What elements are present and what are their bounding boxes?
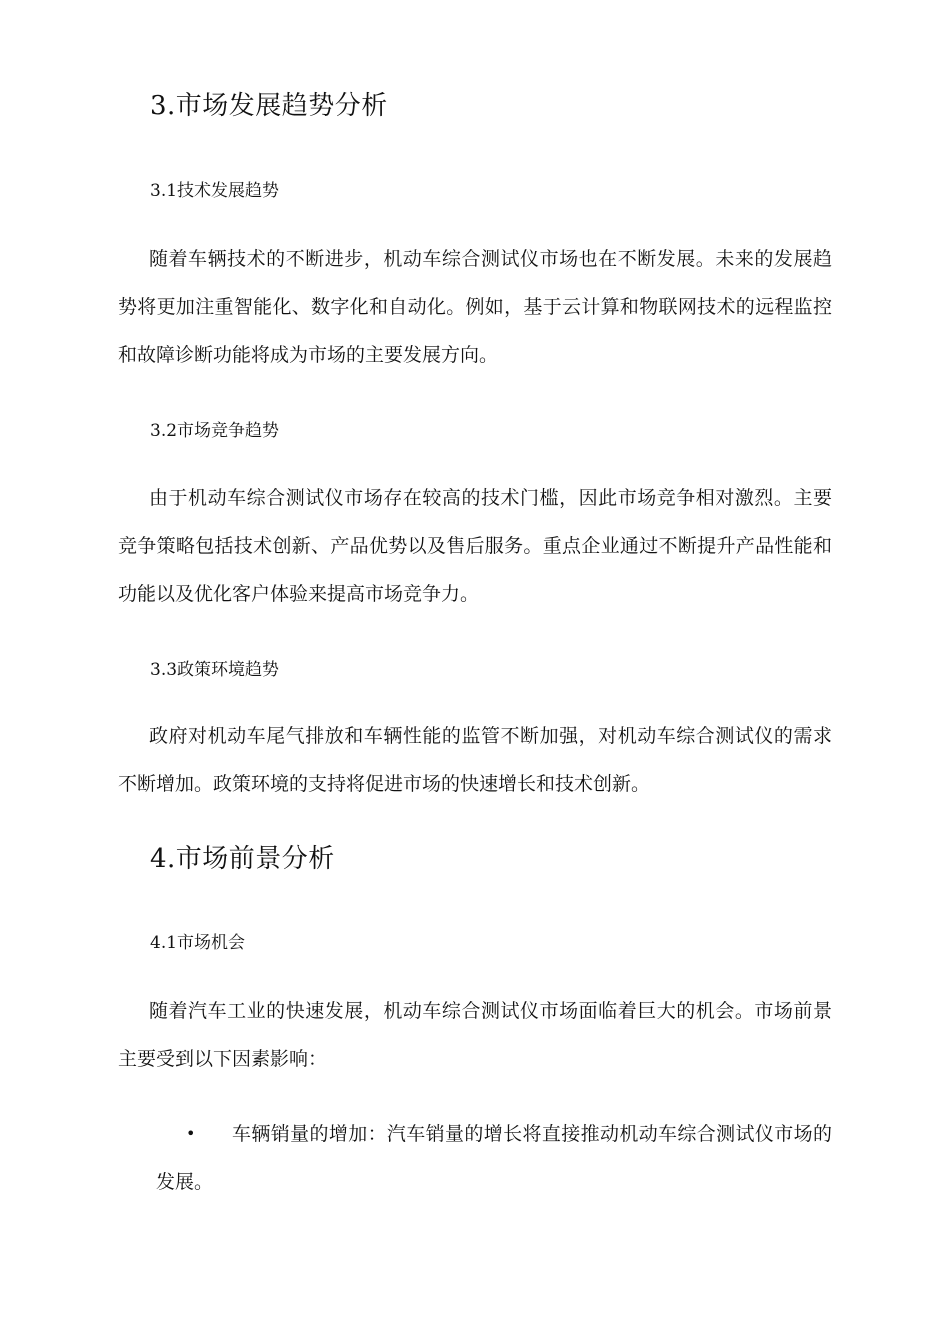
- list-item-text: 车辆销量的增加：汽车销量的增长将直接推动机动车综合测试仪市场的发展。: [156, 1123, 832, 1193]
- section-4-heading: 4.市场前景分析: [150, 844, 335, 874]
- section-3-1-heading: 3.1技术发展趋势: [150, 181, 280, 201]
- section-3-2-heading: 3.2市场竞争趋势: [150, 421, 280, 441]
- section-3-3-paragraph: 政府对机动车尾气排放和车辆性能的监管不断加强，对机动车综合测试仪的需求不断增加。政策环境的支持将促进市场的快速增长和技术创新。: [118, 725, 832, 795]
- bullet-icon: •: [186, 1124, 196, 1143]
- section-4-1-heading: 4.1市场机会: [150, 933, 246, 953]
- section-3-2-paragraph: 由于机动车综合测试仪市场存在较高的技术门槛，因此市场竞争相对激烈。主要竞争策略包括技术创新、产品优势以及售后服务。重点企业通过不断提升产品性能和功能以及优化客户体验来提高市场竞争力。: [118, 487, 832, 605]
- section-3-3-heading: 3.3政策环境趋势: [150, 660, 280, 680]
- section-3-heading: 3.市场发展趋势分析: [150, 91, 388, 121]
- section-3-1-paragraph: 随着车辆技术的不断进步，机动车综合测试仪市场也在不断发展。未来的发展趋势将更加注重智能化、数字化和自动化。例如，基于云计算和物联网技术的远程监控和故障诊断功能将成为市场的主要发展方向。: [118, 248, 832, 366]
- section-4-1-paragraph: 随着汽车工业的快速发展，机动车综合测试仪市场面临着巨大的机会。市场前景主要受到以下因素影响：: [118, 1000, 832, 1070]
